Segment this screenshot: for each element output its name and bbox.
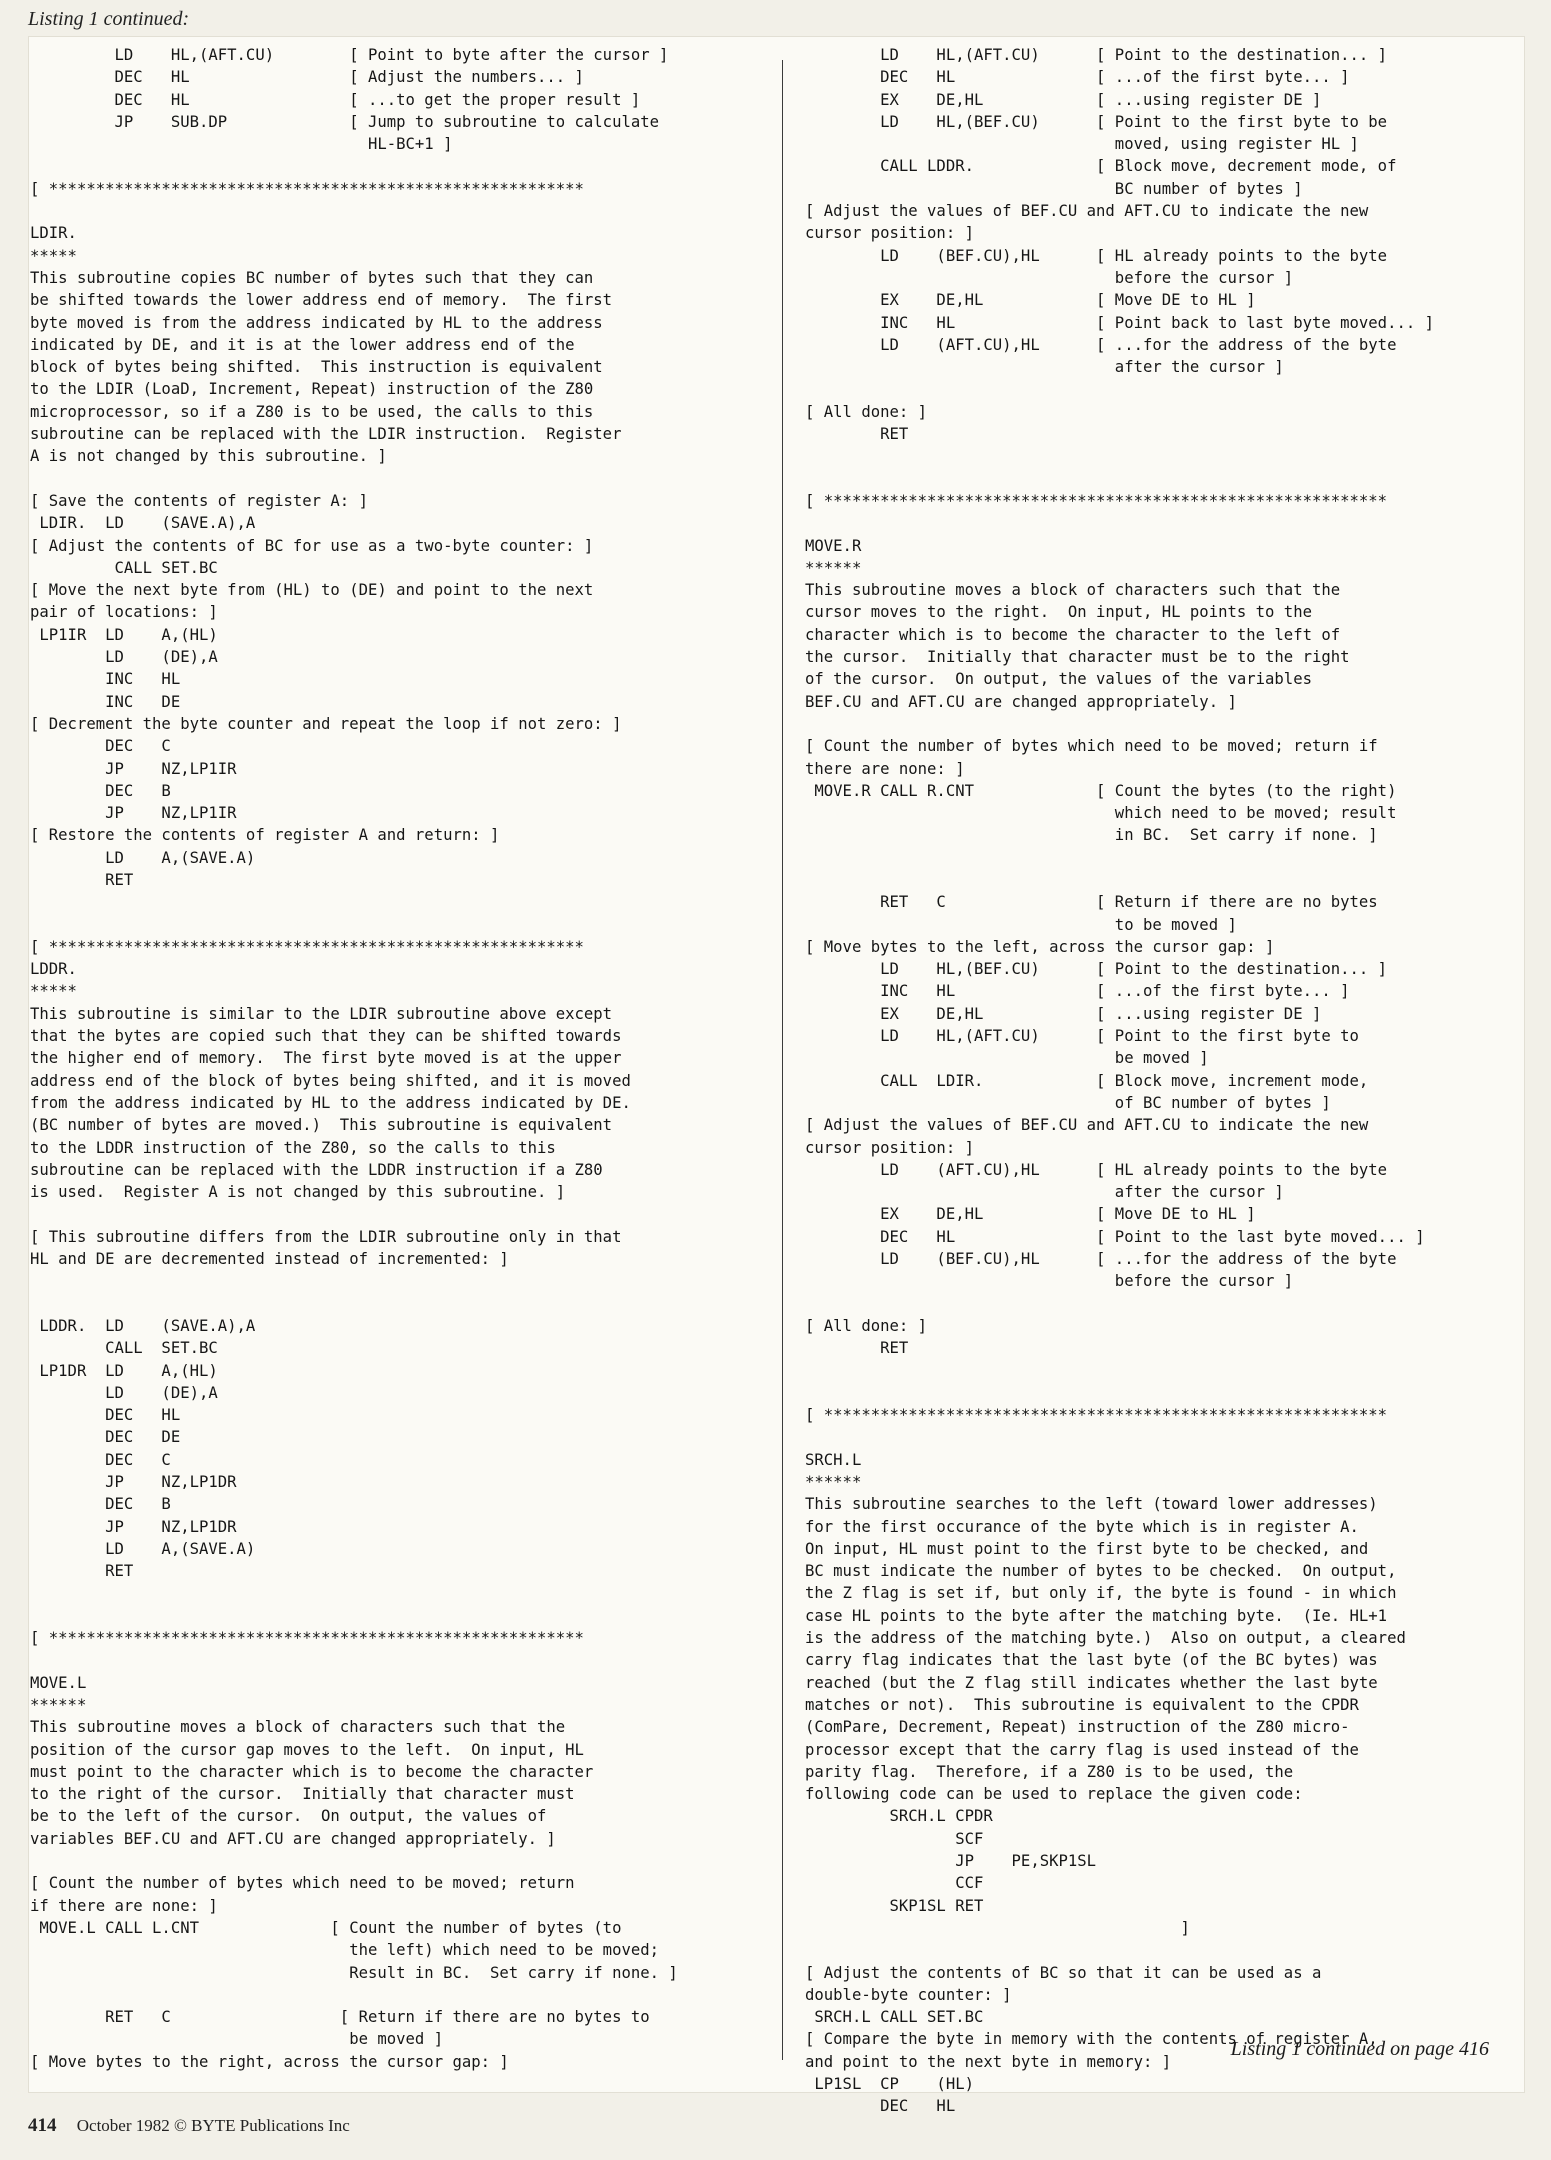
code-line: variables BEF.CU and AFT.CU are changed appropriately. ]: [30, 1829, 556, 1848]
code-line: LD (AFT.CU),HL [ ...for the address of the byte: [805, 335, 1397, 354]
code-line: SRCH.L: [805, 1450, 862, 1469]
code-line: processor except that the carry flag is used instead of the: [805, 1740, 1359, 1759]
code-line: [ *********************************************************: [30, 937, 584, 956]
code-line: RET C [ Return if there are no bytes to: [30, 2008, 650, 2027]
code-line: DEC B: [30, 1495, 171, 1514]
code-line: cursor position: ]: [805, 224, 974, 243]
code-line: LDDR.: [30, 960, 77, 979]
code-line: LD (BEF.CU),HL [ ...for the address of the byte: [805, 1250, 1397, 1269]
code-line: [30, 1605, 765, 1627]
code-line: LD (DE),A: [30, 648, 218, 667]
listing-column-left: [30, 44, 765, 2073]
code-line: to the right of the cursor. Initially that character must: [30, 1785, 575, 1804]
code-line: [805, 1939, 1505, 1961]
code-line: before the cursor ]: [805, 268, 1294, 287]
code-line: LD HL,(BEF.CU) [ Point to the destination... ]: [805, 960, 1388, 979]
code-line: (BC number of bytes are moved.) This subroutine is equivalent: [30, 1116, 613, 1135]
code-line: to be moved ]: [805, 915, 1237, 934]
code-line: pair of locations: ]: [30, 603, 218, 622]
code-line: [30, 1850, 765, 1872]
code-line: [30, 155, 765, 177]
code-line: [805, 512, 1505, 534]
code-line: [30, 1270, 765, 1292]
code-line: EX DE,HL [ ...using register DE ]: [805, 1004, 1322, 1023]
code-line: DEC B: [30, 781, 171, 800]
code-line: carry flag indicates that the last byte (of the BC bytes) was: [805, 1651, 1378, 1670]
code-line: MOVE.L CALL L.CNT [ Count the number of bytes (to: [30, 1918, 622, 1937]
code-line: *****: [30, 246, 77, 265]
code-line: (ComPare, Decrement, Repeat) instruction of the Z80 micro-: [805, 1718, 1350, 1737]
code-line: LD A,(SAVE.A): [30, 1539, 256, 1558]
code-line: [ This subroutine differs from the LDIR subroutine only in that: [30, 1227, 622, 1246]
code-line: CALL LDDR. [ Block move, decrement mode, of: [805, 157, 1397, 176]
code-line: the left) which need to be moved;: [30, 1941, 660, 1960]
code-line: LD HL,(AFT.CU) [ Point to the first byte to: [805, 1027, 1359, 1046]
code-line: LD HL,(AFT.CU) [ Point to byte after the cursor ]: [30, 46, 669, 64]
code-line: LDIR.: [30, 224, 77, 243]
column-divider: [782, 60, 783, 2060]
code-line: LDDR. LD (SAVE.A),A: [30, 1316, 256, 1335]
code-line: MOVE.L: [30, 1673, 87, 1692]
code-line: JP NZ,LP1DR: [30, 1473, 237, 1491]
code-line: DEC C: [30, 1450, 171, 1469]
code-line: [805, 445, 1505, 467]
code-line: SKP1SL RET: [805, 1896, 984, 1915]
code-line: position of the cursor gap moves to the left. On input, HL: [30, 1740, 584, 1759]
code-line: CALL LDIR. [ Block move, increment mode,: [805, 1071, 1369, 1090]
code-line: [805, 378, 1505, 400]
code-line: DEC HL [ ...of the first byte... ]: [805, 68, 1350, 87]
code-line: SRCH.L CPDR: [805, 1807, 993, 1826]
code-line: LD A,(SAVE.A): [30, 848, 256, 867]
code-line: is the address of the matching byte.) Also on output, a cleared: [805, 1629, 1406, 1648]
code-line: be to the left of the cursor. On output, the values of: [30, 1807, 547, 1826]
code-line: [ ************************************************************: [805, 1406, 1388, 1425]
code-line: in BC. Set carry if none. ]: [805, 826, 1378, 845]
code-line: SCF: [805, 1829, 984, 1848]
code-line: DEC HL [ Point to the last byte moved... ]: [805, 1227, 1425, 1246]
code-line: CALL SET.BC: [30, 558, 218, 577]
code-line: LP1IR LD A,(HL): [30, 625, 218, 644]
code-line: DEC DE: [30, 1428, 181, 1447]
code-line: to the LDDR instruction of the Z80, so the calls to this: [30, 1138, 556, 1157]
code-line: [ Adjust the values of BEF.CU and AFT.CU to indicate the new: [805, 202, 1369, 221]
code-line: [30, 468, 765, 490]
code-line: CALL SET.BC: [30, 1339, 218, 1358]
code-line: reached (but the Z flag still indicates whether the last byte: [805, 1673, 1378, 1692]
code-line: [ Decrement the byte counter and repeat the loop if not zero: ]: [30, 714, 622, 733]
code-line: LP1SL CP (HL): [805, 2075, 974, 2094]
code-line: [805, 1293, 1505, 1315]
code-line: RET: [30, 1562, 134, 1581]
code-line: [ Move the next byte from (HL) to (DE) and point to the next: [30, 581, 594, 600]
code-line: matches or not). This subroutine is equivalent to the CPDR: [805, 1695, 1359, 1714]
code-line: MOVE.R CALL R.CNT [ Count the bytes (to the right): [805, 781, 1397, 800]
code-line: [30, 914, 765, 936]
code-line: [30, 1984, 765, 2006]
code-line: case HL points to the byte after the matching byte. (Ie. HL+1: [805, 1606, 1388, 1625]
code-line: the higher end of memory. The first byte moved is at the upper: [30, 1049, 622, 1068]
code-line: ]: [805, 1918, 1190, 1937]
code-line: is used. Register A is not changed by this subroutine. ]: [30, 1183, 566, 1202]
code-line: to the LDIR (LoaD, Increment, Repeat) instruction of the Z80: [30, 380, 594, 399]
code-line: be moved ]: [30, 2030, 444, 2049]
code-line: This subroutine copies BC number of bytes such that they can: [30, 268, 594, 287]
code-line: the Z flag is set if, but only if, the byte is found - in which: [805, 1584, 1397, 1603]
code-line: ******: [805, 558, 862, 577]
code-line: [ All done: ]: [805, 1316, 928, 1335]
code-line: that the bytes are copied such that they can be shifted towards: [30, 1027, 622, 1046]
code-line: [805, 869, 1505, 891]
code-line: DEC HL [ ...to get the proper result ]: [30, 90, 641, 109]
code-line: [30, 1203, 765, 1225]
code-line: [ Count the number of bytes which need to be moved; return if: [805, 737, 1378, 756]
code-line: block of bytes being shifted. This instruction is equivalent: [30, 358, 603, 377]
code-line: INC HL [ ...of the first byte... ]: [805, 982, 1350, 1001]
code-line: JP NZ,LP1DR: [30, 1517, 237, 1536]
code-line: subroutine can be replaced with the LDDR instruction if a Z80: [30, 1160, 603, 1179]
code-line: ******: [805, 1473, 862, 1491]
code-line: CCF: [805, 1874, 984, 1893]
code-line: be shifted towards the lower address end of memory. The first: [30, 291, 613, 310]
code-line: microprocessor, so if a Z80 is to be used, the calls to this: [30, 402, 594, 421]
code-line: [805, 713, 1505, 735]
code-line: This subroutine is similar to the LDIR subroutine above except: [30, 1004, 613, 1023]
code-line: [30, 891, 765, 913]
code-line: indicated by DE, and it is at the lower address end of the: [30, 335, 575, 354]
code-line: double-byte counter: ]: [805, 1985, 1012, 2004]
code-line: HL and DE are decremented instead of incremented: ]: [30, 1250, 509, 1269]
code-line: [805, 1360, 1505, 1382]
code-line: LD (DE),A: [30, 1383, 218, 1402]
code-line: [ Move bytes to the left, across the cursor gap: ]: [805, 937, 1275, 956]
code-line: character which is to become the character to the left of: [805, 625, 1341, 644]
code-line: EX DE,HL [ ...using register DE ]: [805, 90, 1322, 109]
code-line: BEF.CU and AFT.CU are changed appropriately. ]: [805, 692, 1237, 711]
code-line: LD HL,(AFT.CU) [ Point to the destination... ]: [805, 46, 1388, 64]
code-line: [ Adjust the contents of BC so that it can be used as a: [805, 1963, 1322, 1982]
code-line: [ Restore the contents of register A and return: ]: [30, 826, 500, 845]
code-line: LD (AFT.CU),HL [ HL already points to the byte: [805, 1160, 1388, 1179]
code-line: DEC HL [ Adjust the numbers... ]: [30, 68, 584, 87]
listing-column-right: [805, 44, 1505, 2118]
code-line: EX DE,HL [ Move DE to HL ]: [805, 1205, 1256, 1224]
code-line: of BC number of bytes ]: [805, 1093, 1331, 1112]
code-line: [30, 1582, 765, 1604]
code-line: LD (BEF.CU),HL [ HL already points to the byte: [805, 246, 1388, 265]
code-line: [ All done: ]: [805, 402, 928, 421]
code-line: following code can be used to replace the given code:: [805, 1785, 1303, 1804]
code-line: This subroutine moves a block of characters such that the: [30, 1718, 566, 1737]
code-line: after the cursor ]: [805, 1183, 1284, 1202]
code-line: EX DE,HL [ Move DE to HL ]: [805, 291, 1256, 310]
code-line: if there are none: ]: [30, 1896, 218, 1915]
code-line: JP NZ,LP1IR: [30, 759, 237, 778]
code-line: before the cursor ]: [805, 1272, 1294, 1291]
code-line: Result in BC. Set carry if none. ]: [30, 1963, 678, 1982]
code-line: there are none: ]: [805, 759, 965, 778]
code-line: BC number of bytes ]: [805, 179, 1303, 198]
code-line: [30, 1293, 765, 1315]
code-line: On input, HL must point to the first byte to be checked, and: [805, 1539, 1369, 1558]
code-line: RET C [ Return if there are no bytes: [805, 893, 1378, 912]
publication-line: October 1982 © BYTE Publications Inc: [76, 2116, 350, 2135]
code-line: [ Compare the byte in memory with the contents of register A,: [805, 2030, 1378, 2049]
code-line: LDIR. LD (SAVE.A),A: [30, 514, 256, 533]
continuation-note: Listing 1 continued on page 416: [1230, 2038, 1489, 2060]
listing-header: Listing 1 continued:: [28, 8, 190, 30]
code-line: from the address indicated by HL to the address indicated by DE.: [30, 1093, 631, 1112]
code-line: [ Move bytes to the right, across the cursor gap: ]: [30, 2052, 509, 2071]
code-line: JP SUB.DP [ Jump to subroutine to calculate: [30, 112, 660, 131]
code-line: [805, 1382, 1505, 1404]
code-line: which need to be moved; result: [805, 804, 1397, 823]
code-line: HL-BC+1 ]: [30, 135, 453, 154]
code-line: [ *********************************************************: [30, 1629, 584, 1648]
code-line: [805, 847, 1505, 869]
code-line: parity flag. Therefore, if a Z80 is to be used, the: [805, 1762, 1294, 1781]
code-line: subroutine can be replaced with the LDIR instruction. Register: [30, 425, 622, 444]
code-line: JP NZ,LP1IR: [30, 804, 237, 823]
code-line: and point to the next byte in memory: ]: [805, 2052, 1172, 2071]
code-line: [805, 468, 1505, 490]
code-line: DEC HL: [805, 2097, 956, 2116]
code-line: INC HL [ Point back to last byte moved... ]: [805, 313, 1435, 332]
code-line: This subroutine searches to the left (toward lower addresses): [805, 1495, 1378, 1514]
code-line: SRCH.L CALL SET.BC: [805, 2008, 984, 2027]
code-line: *****: [30, 982, 77, 1001]
code-line: after the cursor ]: [805, 358, 1284, 377]
code-line: must point to the character which is to become the character: [30, 1762, 594, 1781]
code-line: RET: [805, 425, 909, 444]
code-line: [30, 1649, 765, 1671]
code-line: [ Count the number of bytes which need to be moved; return: [30, 1874, 575, 1893]
code-line: DEC C: [30, 737, 171, 756]
code-line: [ *********************************************************: [30, 179, 584, 198]
code-line: DEC HL: [30, 1406, 181, 1425]
code-line: moved, using register HL ]: [805, 135, 1359, 154]
code-line: [ ************************************************************: [805, 491, 1388, 510]
code-line: LD HL,(BEF.CU) [ Point to the first byte to be: [805, 112, 1388, 131]
code-line: A is not changed by this subroutine. ]: [30, 447, 387, 466]
code-line: JP PE,SKP1SL: [805, 1852, 1097, 1871]
code-line: BC must indicate the number of bytes to be checked. On output,: [805, 1562, 1397, 1581]
code-line: INC HL: [30, 670, 181, 689]
code-line: [30, 200, 765, 222]
code-line: MOVE.R: [805, 536, 862, 555]
code-line: LP1DR LD A,(HL): [30, 1361, 218, 1380]
code-line: byte moved is from the address indicated by HL to the address: [30, 313, 603, 332]
code-line: RET: [805, 1339, 909, 1358]
code-line: [ Adjust the contents of BC for use as a two-byte counter: ]: [30, 536, 594, 555]
code-line: be moved ]: [805, 1049, 1209, 1068]
code-line: ******: [30, 1695, 87, 1714]
page-footer: [28, 2115, 350, 2137]
code-line: for the first occurance of the byte which is in register A.: [805, 1517, 1359, 1536]
code-line: address end of the block of bytes being shifted, and it is moved: [30, 1071, 631, 1090]
code-line: of the cursor. On output, the values of the variables: [805, 670, 1312, 689]
code-line: RET: [30, 870, 134, 889]
page-number: 414: [28, 2115, 57, 2136]
code-line: This subroutine moves a block of characters such that the: [805, 581, 1341, 600]
code-line: [805, 1426, 1505, 1448]
code-line: cursor moves to the right. On input, HL points to the: [805, 603, 1312, 622]
code-line: INC DE: [30, 692, 181, 711]
code-line: [ Adjust the values of BEF.CU and AFT.CU to indicate the new: [805, 1116, 1369, 1135]
code-line: [ Save the contents of register A: ]: [30, 491, 368, 510]
code-line: the cursor. Initially that character must be to the right: [805, 648, 1350, 667]
code-line: cursor position: ]: [805, 1138, 974, 1157]
